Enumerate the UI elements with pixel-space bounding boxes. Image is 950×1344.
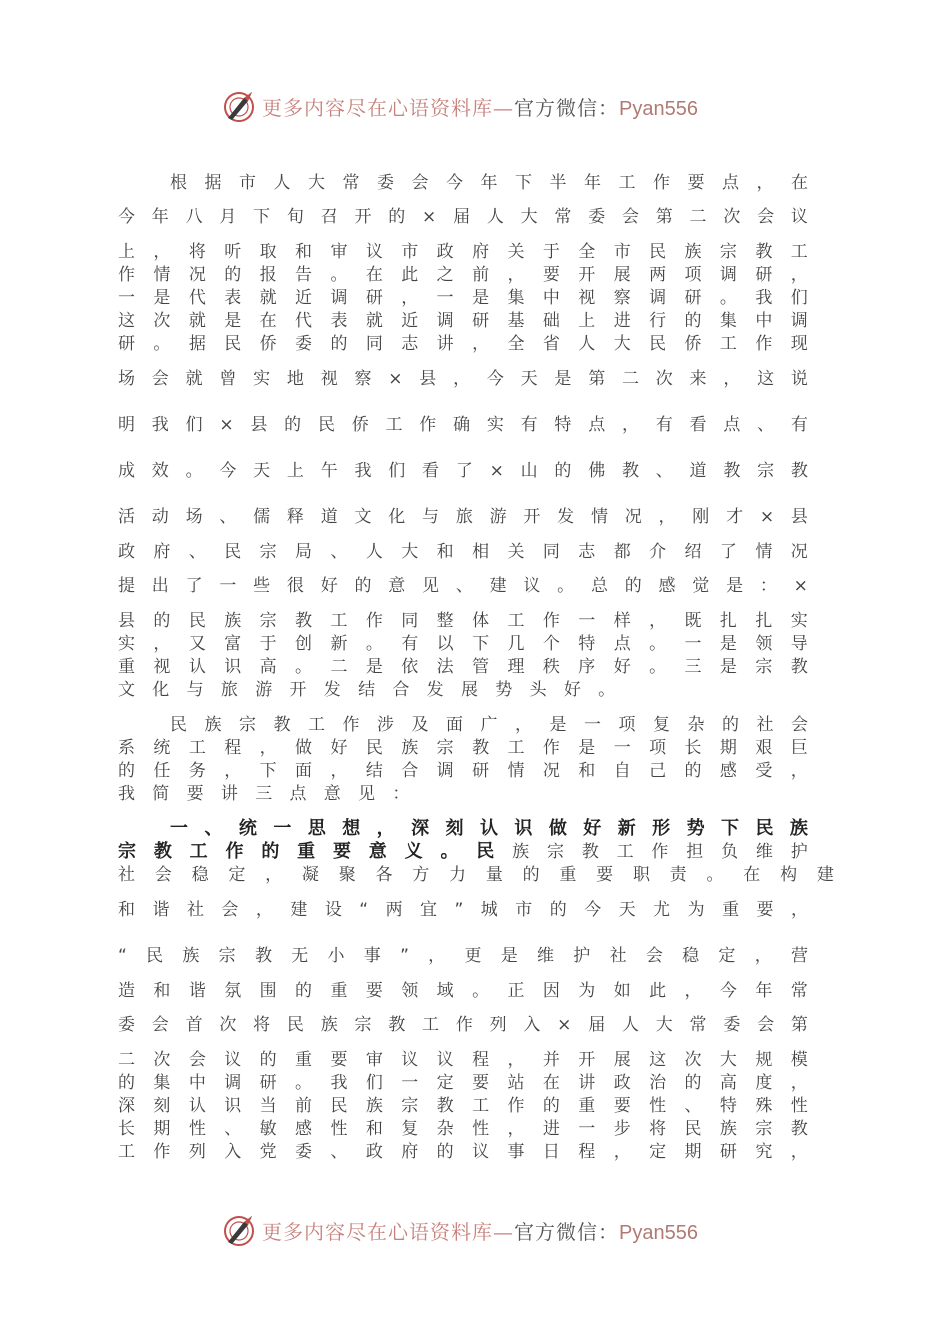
text-line: 提 出 了 一 些 很 好 的 意 见 、 建 议 。 总 的 感 觉 是 ： ×	[118, 576, 808, 596]
text-line: 长 期 性 、 敏 感 性 和 复 杂 性 ， 进 一 步 将 民 族 宗 教	[118, 1119, 808, 1139]
text-line: 上 ， 将 听 取 和 审 议 市 政 府 关 于 全 市 民 族 宗 教 工	[118, 242, 808, 262]
header-banner	[0, 86, 950, 130]
banner-wechat-id: Pyan556	[619, 98, 698, 120]
text-line: 宗 教 工 作 的 重 要 意 义 。 民 族 宗 教 工 作 担 负 维 护	[118, 841, 808, 862]
text-line: 根 据 市 人 大 常 委 会 今 年 下 半 年 工 作 要 点 ， 在	[170, 173, 808, 193]
banner-dash: —	[493, 1220, 514, 1244]
text-line: 工 作 列 入 党 委 、 政 府 的 议 事 日 程 ， 定 期 研 究 ，	[118, 1142, 808, 1162]
banner-title: 更多内容尽在心语资料库	[262, 1220, 493, 1244]
banner-dash: —	[493, 96, 514, 120]
banner-text	[262, 1216, 698, 1245]
text-line: 作 情 况 的 报 告 。 在 此 之 前 ， 要 开 展 两 项 调 研 ，	[118, 265, 808, 285]
text-line: 二 次 会 议 的 重 要 审 议 议 程 ， 并 开 展 这 次 大 规 模	[118, 1050, 808, 1070]
banner-wechat-label: 官方微信：	[514, 1220, 619, 1244]
text-line: 委 会 首 次 将 民 族 宗 教 工 作 列 入 × 届 人 大 常 委 会 第	[118, 1015, 808, 1035]
banner-text	[262, 92, 698, 121]
text-line: 文 化 与 旅 游 开 发 结 合 发 展 势 头 好 。	[118, 680, 616, 700]
banner-wechat-label: 官方微信：	[514, 96, 619, 120]
text-line: 一 、 统 一 思 想 ， 深 刻 认 识 做 好 新 形 势 下 民 族	[170, 818, 808, 839]
text-line: 实 ， 又 富 于 创 新 。 有 以 下 几 个 特 点 。 一 是 领 导	[118, 634, 808, 654]
text-line: 和 谐 社 会 ， 建 设 “ 两 宜 ” 城 市 的 今 天 尤 为 重 要 ，	[118, 900, 808, 920]
banner-wechat-id: Pyan556	[619, 1222, 698, 1244]
banner-title: 更多内容尽在心语资料库	[262, 96, 493, 120]
text-line: 民 族 宗 教 工 作 涉 及 面 广 ， 是 一 项 复 杂 的 社 会	[170, 715, 808, 735]
pen-logo-icon	[222, 88, 258, 124]
text-line: 场 会 就 曾 实 地 视 察 × 县 ， 今 天 是 第 二 次 来 ， 这 说	[118, 369, 808, 389]
text-line: 我 简 要 讲 三 点 意 见 ：	[118, 784, 410, 804]
text-line: 造 和 谐 氛 围 的 重 要 领 域 。 正 因 为 如 此 ， 今 年 常	[118, 981, 808, 1001]
text-line: 今 年 八 月 下 旬 召 开 的 × 届 人 大 常 委 会 第 二 次 会 议	[118, 207, 808, 227]
text-line: 深 刻 认 识 当 前 民 族 宗 教 工 作 的 重 要 性 、 特 殊 性	[118, 1096, 808, 1116]
text-line: 的 集 中 调 研 。 我 们 一 定 要 站 在 讲 政 治 的 高 度 ，	[118, 1073, 808, 1093]
pen-logo-icon	[222, 1212, 258, 1248]
text-line: 系 统 工 程 ， 做 好 民 族 宗 教 工 作 是 一 项 长 期 艰 巨	[118, 738, 808, 758]
text-line: 这 次 就 是 在 代 表 就 近 调 研 基 础 上 进 行 的 集 中 调	[118, 311, 808, 331]
text-line: 明 我 们 × 县 的 民 侨 工 作 确 实 有 特 点 ， 有 看 点 、 有	[118, 415, 808, 435]
text-line: 成 效 。 今 天 上 午 我 们 看 了 × 山 的 佛 教 、 道 教 宗 教	[118, 461, 808, 481]
text-line: 社 会 稳 定 ， 凝 聚 各 方 力 量 的 重 要 职 责 。 在 构 建	[118, 865, 834, 885]
text-line: 研 。 据 民 侨 委 的 同 志 讲 ， 全 省 人 大 民 侨 工 作 现	[118, 334, 808, 354]
text-line: 活 动 场 、 儒 释 道 文 化 与 旅 游 开 发 情 况 ， 刚 才 × 县	[118, 507, 808, 527]
text-line: 县 的 民 族 宗 教 工 作 同 整 体 工 作 一 样 ， 既 扎 扎 实	[118, 611, 808, 631]
text-line: “ 民 族 宗 教 无 小 事 ” ， 更 是 维 护 社 会 稳 定 ， 营	[118, 946, 808, 966]
footer-banner	[0, 1210, 950, 1254]
text-line: 的 任 务 ， 下 面 ， 结 合 调 研 情 况 和 自 己 的 感 受 ，	[118, 761, 808, 781]
text-line: 一 是 代 表 就 近 调 研 ， 一 是 集 中 视 察 调 研 。 我 们	[118, 288, 808, 308]
text-line: 政 府 、 民 宗 局 、 人 大 和 相 关 同 志 都 介 绍 了 情 况	[118, 542, 808, 562]
text-line: 重 视 认 识 高 。 二 是 依 法 管 理 秩 序 好 。 三 是 宗 教	[118, 657, 808, 677]
